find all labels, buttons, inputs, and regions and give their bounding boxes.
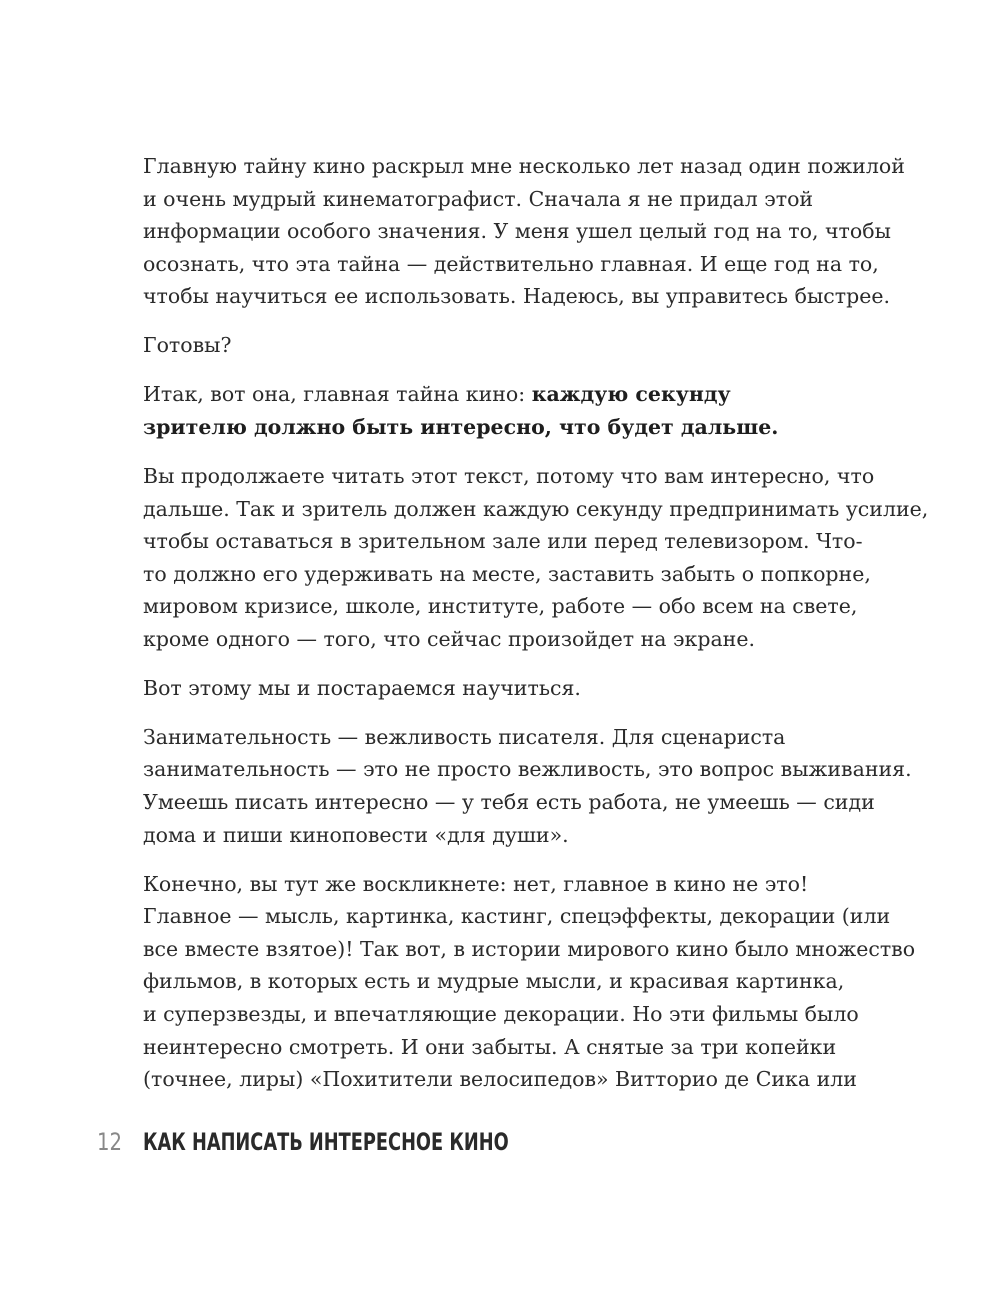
text-line: дальше. Так и зритель должен каждую секунду предпринимать усилие, (143, 496, 929, 521)
text-line: мировом кризисе, школе, институте, работе — обо всем на свете, (143, 594, 858, 619)
running-title: КАК НАПИСАТЬ ИНТЕРЕСНОЕ КИНО (143, 1128, 509, 1156)
body-text (143, 150, 933, 1112)
text-line: Главную тайну кино раскрыл мне несколько лет назад один пожилой (143, 154, 905, 178)
text-line: (точнее, лиры) «Похитители велосипедов» Витторио де Сика или (143, 1067, 857, 1092)
text-line: осознать, что эта тайна — действительно главная. И еще год на то, (143, 251, 879, 276)
text-line: информации особого значения. У меня ушел целый год на то, чтобы (143, 219, 891, 244)
paragraph-1 (143, 150, 933, 313)
paragraph-2 (143, 329, 933, 362)
paragraph-4 (143, 460, 933, 656)
page-number: 12 (97, 1128, 123, 1156)
text-line: Вот этому мы и постараемся научиться. (143, 675, 581, 700)
text-line: фильмов, в которых есть и мудрые мысли, и красивая картинка, (143, 969, 845, 994)
text-line: чтобы оставаться в зрительном зале или перед телевизором. Что- (143, 529, 863, 554)
text-regular: Итак, вот она, главная тайна кино: (143, 382, 532, 407)
text-line: неинтересно смотреть. И они забыты. А снятые за три копейки (143, 1034, 837, 1059)
text-line-bold: зрителю должно быть интересно, что будет дальше. (143, 414, 779, 439)
text-line: Занимательность — вежливость писателя. Для сценариста (143, 724, 786, 749)
text-line: Умеешь писать интересно — у тебя есть работа, не умеешь — сиди (143, 790, 875, 815)
text-bold: каждую секунду (531, 382, 731, 407)
text-line: то должно его удерживать на месте, заставить забыть о попкорне, (143, 561, 871, 586)
text-line: дома и пиши киноповести «для души». (143, 822, 569, 847)
text-line: кроме одного — того, что сейчас произойдет на экране. (143, 626, 755, 651)
text-line: все вместе взятое)! Так вот, в истории мирового кино было множество (143, 936, 916, 961)
text-line: Вы продолжаете читать этот текст, потому что вам интересно, что (143, 463, 875, 488)
text-line: чтобы научиться ее использовать. Надеюсь, вы управитесь быстрее. (143, 284, 890, 309)
paragraph-7 (143, 868, 933, 1096)
page-footer (97, 1128, 637, 1164)
paragraph-6 (143, 721, 933, 851)
text-line: и суперзвезды, и впечатляющие декорации. Но эти фильмы было (143, 1002, 859, 1026)
text-line: Главное — мысль, картинка, кастинг, спецэффекты, декорации (или (143, 904, 891, 929)
paragraph-3 (143, 378, 933, 443)
text-line: занимательность — это не просто вежливость, это вопрос выживания. (143, 757, 912, 782)
text-line: Готовы? (143, 333, 232, 358)
text-line (143, 378, 933, 411)
paragraph-5 (143, 672, 933, 705)
text-line: и очень мудрый кинематографист. Сначала я не придал этой (143, 186, 814, 211)
text-line: Конечно, вы тут же воскликнете: нет, главное в кино не это! (143, 871, 809, 896)
